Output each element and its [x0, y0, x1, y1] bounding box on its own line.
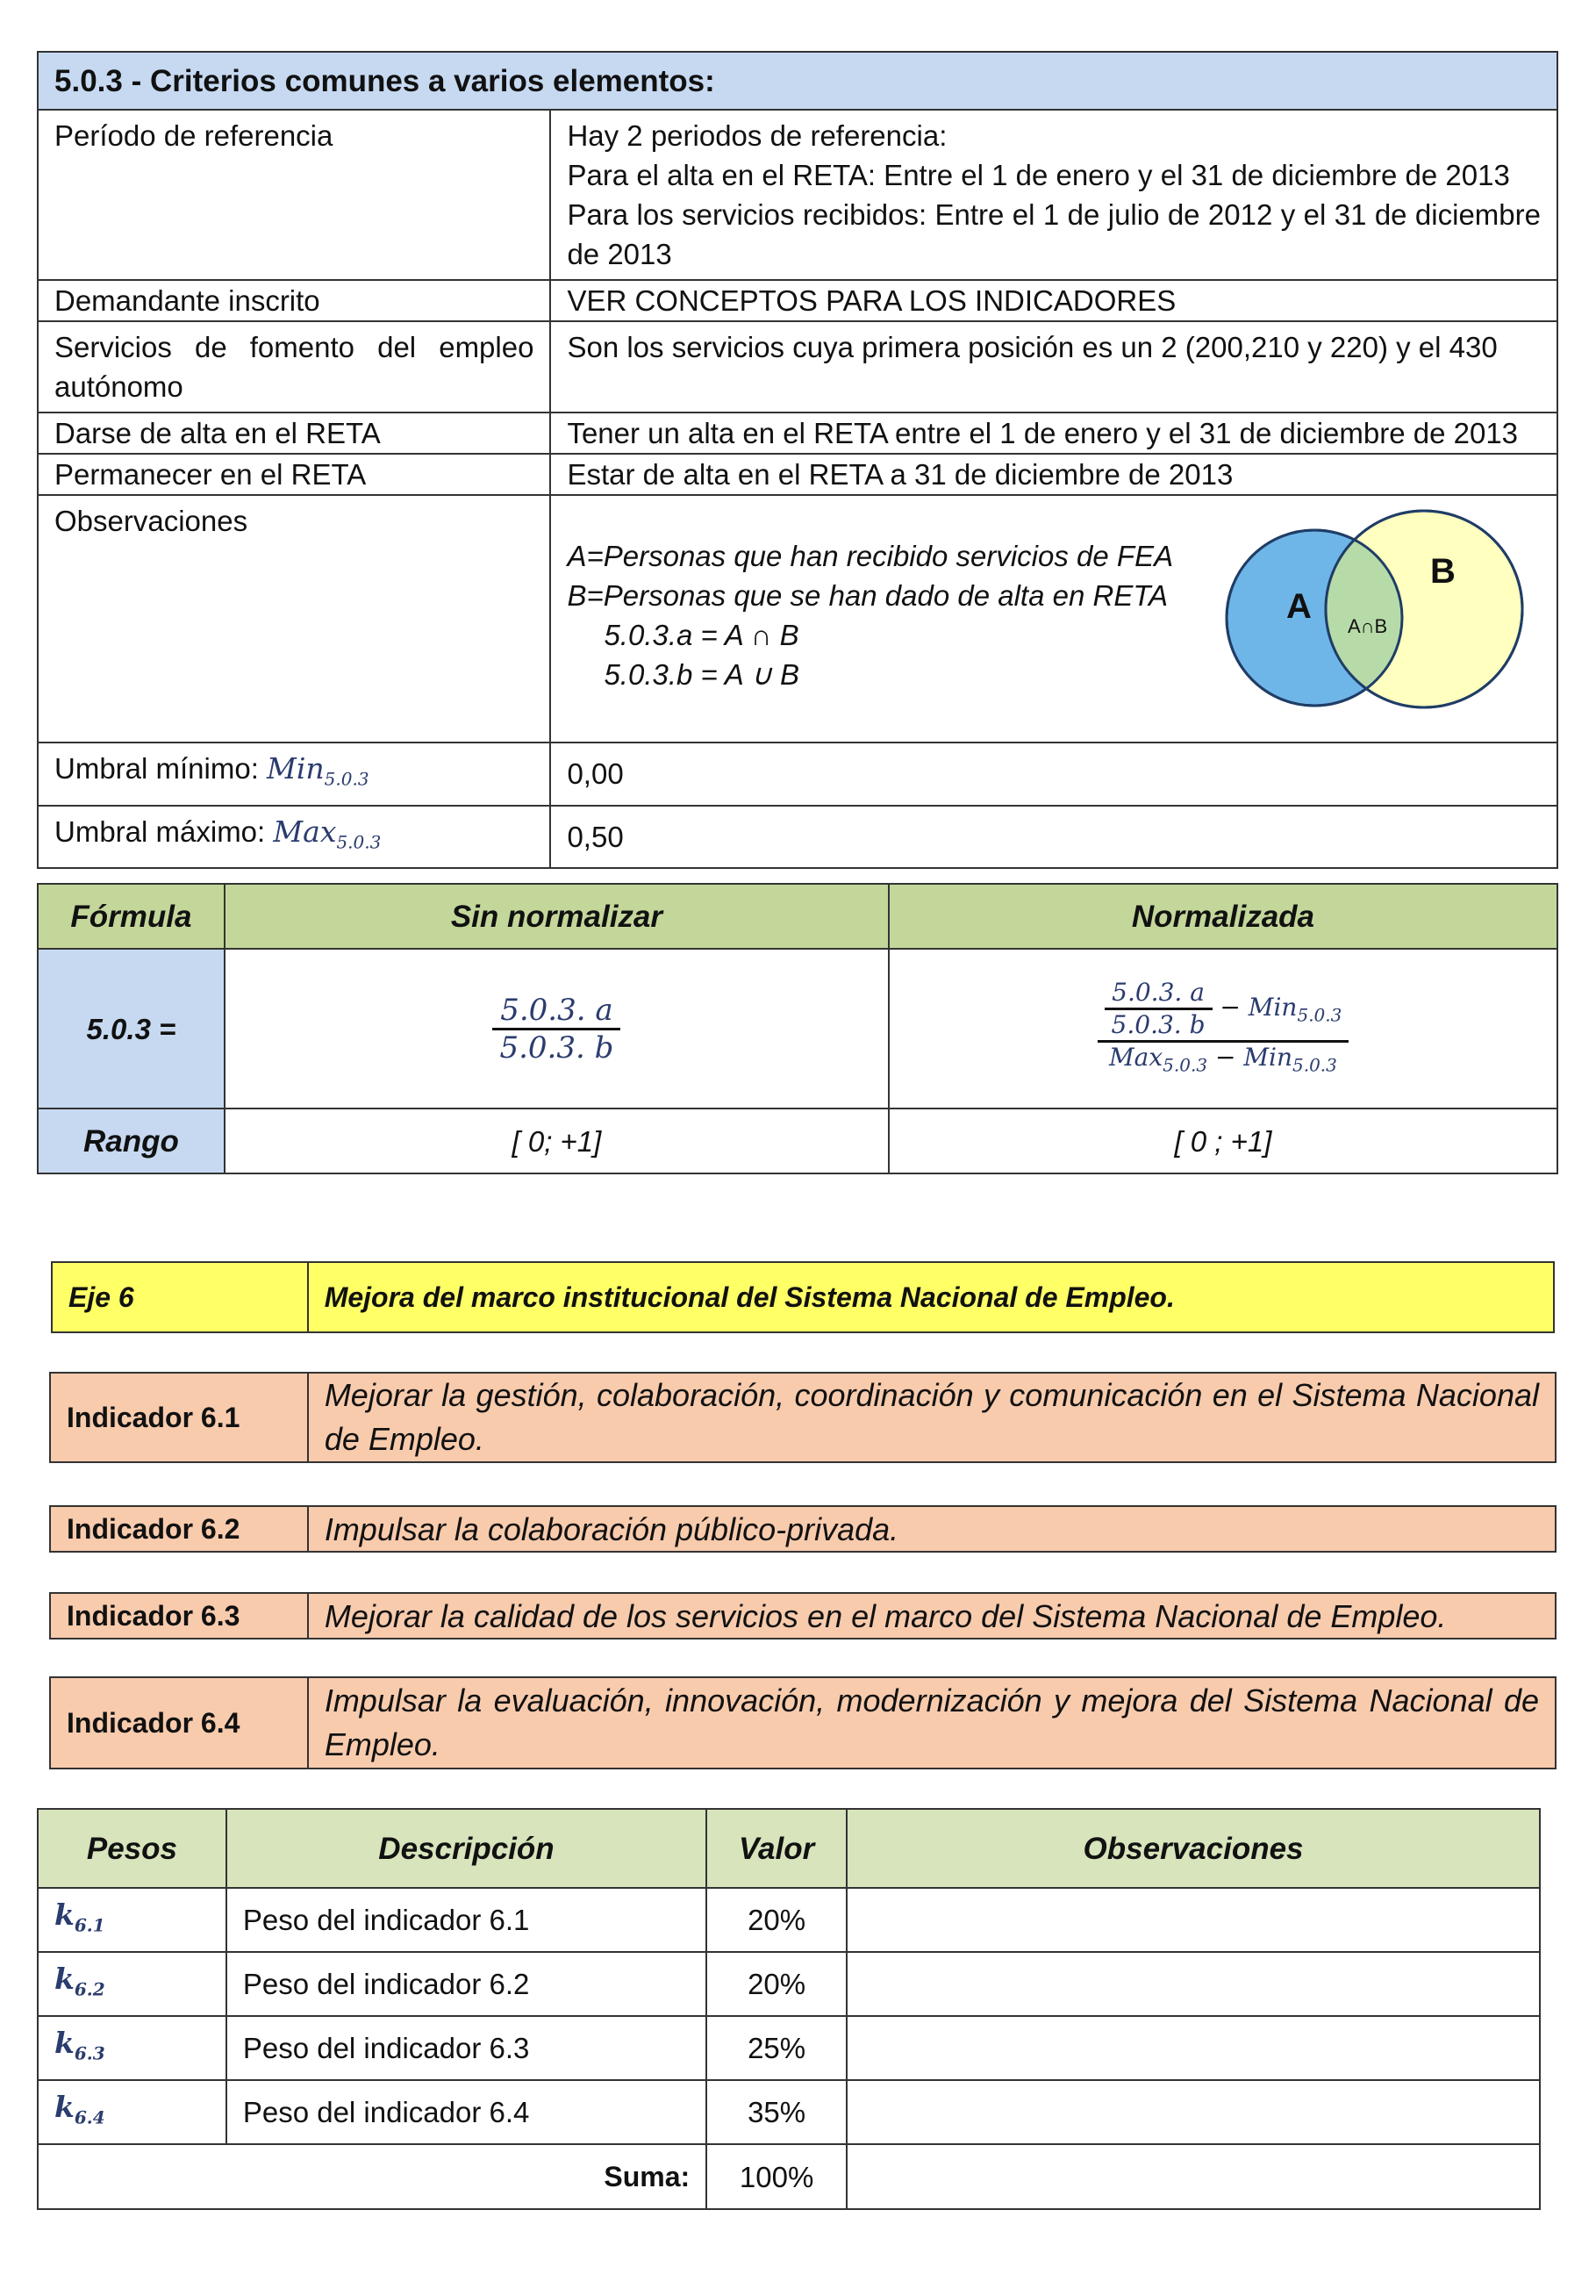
darse-value: Tener un alta en el RETA entre el 1 de enero y el 31 de diciembre de 2013 [550, 413, 1557, 454]
indicador-label: Indicador 6.1 [50, 1373, 308, 1462]
indicador-text: Mejorar la gestión, colaboración, coordinación y comunicación en el Sistema Nacional de Empleo. [308, 1373, 1556, 1462]
peso-desc: Peso del indicador 6.4 [226, 2080, 706, 2144]
eje-text: Mejora del marco institucional del Sistema Nacional de Empleo. [308, 1262, 1554, 1332]
umbral-max-symbol: Max$_{5.0.3}$ [273, 814, 382, 853]
permanecer-value: Estar de alta en el RETA a 31 de diciembre de 2013 [550, 454, 1557, 495]
rango-norm: [ 0 ; +1] [889, 1109, 1557, 1173]
demandante-value: VER CONCEPTOS PARA LOS INDICADORES [550, 280, 1557, 321]
umbral-max-label: Umbral máximo: Max$_{5.0.3}$ [38, 806, 550, 869]
peso-symbol: $k_{6.4}$ [38, 2080, 226, 2144]
rango-sin: [ 0; +1] [225, 1109, 889, 1173]
formula-norm-value [889, 949, 1557, 1109]
peso-obs [847, 1888, 1540, 1952]
umbral-min-value: 0,00 [550, 743, 1557, 806]
peso-desc: Peso del indicador 6.2 [226, 1952, 706, 2016]
criterios-header: 5.0.3 - Criterios comunes a varios elementos: [38, 52, 1557, 110]
indicador-6-3 [49, 1592, 1557, 1639]
peso-desc: Peso del indicador 6.3 [226, 2016, 706, 2080]
pesos-col-obs: Observaciones [847, 1809, 1540, 1888]
pesos-col-valor: Valor [706, 1809, 847, 1888]
pesos-table [37, 1808, 1541, 2210]
pesos-col-desc: Descripción [226, 1809, 706, 1888]
venn-diagram [1218, 508, 1551, 728]
indicador-6-2 [49, 1505, 1557, 1553]
darse-label: Darse de alta en el RETA [38, 413, 550, 454]
criterios-table [37, 51, 1558, 869]
obs-a-def: A=Personas que han recibido servicios de FEA [567, 540, 1174, 572]
peso-valor: 20% [706, 1952, 847, 2016]
observaciones-value [550, 495, 1557, 743]
umbral-min-symbol: Min$_{5.0.3}$ [267, 751, 369, 790]
suma-value: 100% [706, 2144, 847, 2209]
permanecer-label: Permanecer en el RETA [38, 454, 550, 495]
peso-valor: 35% [706, 2080, 847, 2144]
obs-b-def: B=Personas que se han dado de alta en RETA [567, 579, 1169, 612]
indicador-text: Mejorar la calidad de los servicios en el marco del Sistema Nacional de Empleo. [308, 1593, 1556, 1639]
venn-label-ab: A∩B [1348, 615, 1388, 637]
suma-obs [847, 2144, 1540, 2209]
norm-fraction: $\frac{5.0.3. a}{5.0.3. b}$ − Min$_{5.0.3}$ Max$_{5.0.3}$ − Min$_{5.0.3}$ [1098, 978, 1349, 1080]
pesos-col-pesos: Pesos [38, 1809, 226, 1888]
sin-fraction: $\frac{5.0.3. a}{5.0.3. b}$ [492, 993, 620, 1065]
periodo-label: Período de referencia [38, 110, 550, 280]
formula-table [37, 883, 1558, 1174]
demandante-label: Demandante inscrito [38, 280, 550, 321]
formula-col-norm: Normalizada [889, 884, 1557, 949]
periodo-line-2: Para el alta en el RETA: Entre el 1 de enero y el 31 de diciembre de 2013 [567, 159, 1510, 191]
formula-row-label: 5.0.3 = [38, 949, 225, 1109]
peso-symbol: $k_{6.1}$ [38, 1888, 226, 1952]
venn-label-b: B [1430, 552, 1456, 591]
formula-sin-value [225, 949, 889, 1109]
indicador-text: Impulsar la evaluación, innovación, modernización y mejora del Sistema Nacional de Empleo. [308, 1677, 1556, 1769]
umbral-max-value: 0,50 [550, 806, 1557, 869]
table-row [38, 1888, 1540, 1952]
peso-obs [847, 1952, 1540, 2016]
servicios-label: Servicios de fomento del empleo autónomo [38, 321, 550, 413]
indicador-6-4 [49, 1676, 1557, 1769]
indicador-text: Impulsar la colaboración público-privada. [308, 1506, 1556, 1552]
table-row [38, 2016, 1540, 2080]
venn-label-a: A [1286, 587, 1313, 626]
peso-obs [847, 2080, 1540, 2144]
peso-desc: Peso del indicador 6.1 [226, 1888, 706, 1952]
table-row [38, 1952, 1540, 2016]
obs-formula-a: 5.0.3.a = A ∩ B [604, 619, 799, 651]
formula-col-sin: Sin normalizar [225, 884, 889, 949]
periodo-value [550, 110, 1557, 280]
peso-symbol: $k_{6.2}$ [38, 1952, 226, 2016]
umbral-min-label: Umbral mínimo: Min$_{5.0.3}$ [38, 743, 550, 806]
servicios-value: Son los servicios cuya primera posición es un 2 (200,210 y 220) y el 430 [550, 321, 1557, 413]
periodo-line-3: Para los servicios recibidos: Entre el 1 de julio de 2012 y el 31 de diciembre de 2013 [567, 198, 1541, 270]
peso-symbol: $k_{6.3}$ [38, 2016, 226, 2080]
indicador-label: Indicador 6.4 [50, 1677, 308, 1769]
eje-table [51, 1261, 1555, 1333]
peso-obs [847, 2016, 1540, 2080]
formula-col-formula: Fórmula [38, 884, 225, 949]
obs-formula-b: 5.0.3.b = A ∪ B [604, 658, 800, 691]
eje-label: Eje 6 [52, 1262, 308, 1332]
observaciones-label: Observaciones [38, 495, 550, 743]
indicador-6-1 [49, 1372, 1557, 1463]
rango-label: Rango [38, 1109, 225, 1173]
indicador-label: Indicador 6.2 [50, 1506, 308, 1552]
periodo-line-1: Hay 2 periodos de referencia: [567, 119, 948, 152]
peso-valor: 25% [706, 2016, 847, 2080]
table-row [38, 2080, 1540, 2144]
peso-valor: 20% [706, 1888, 847, 1952]
suma-label: Suma: [38, 2144, 706, 2209]
indicador-label: Indicador 6.3 [50, 1593, 308, 1639]
